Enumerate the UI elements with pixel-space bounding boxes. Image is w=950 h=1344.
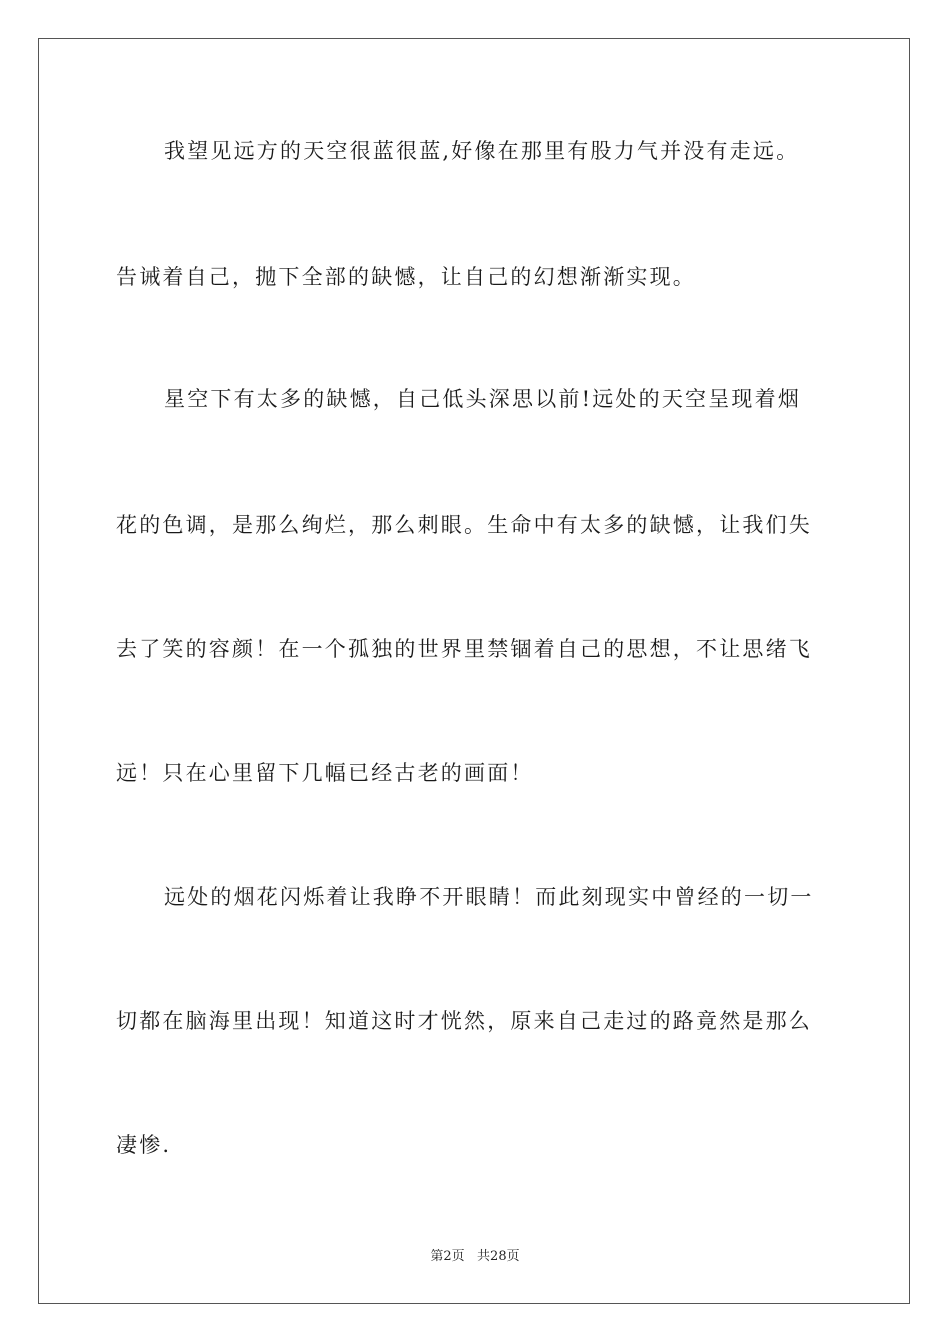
page-number: 第2页 共28页: [430, 1249, 520, 1264]
paragraph-line: 星空下有太多的缺憾，自己低头深思以前!远处的天空呈现着烟: [164, 387, 802, 411]
paragraph-line: 远！只在心里留下几幅已经古老的画面！: [116, 761, 534, 785]
paragraph-line: 切都在脑海里出现！知道这时才恍然，原来自己走过的路竟然是那么: [116, 1009, 812, 1033]
paragraph-line: 花的色调，是那么绚烂，那么刺眼。生命中有太多的缺憾，让我们失: [116, 513, 812, 537]
paragraph-line: 凄惨.: [116, 1133, 172, 1157]
paragraph-line: 我望见远方的天空很蓝很蓝,好像在那里有股力气并没有走远。: [164, 139, 800, 163]
page-border: [38, 38, 910, 1304]
paragraph-line: 远处的烟花闪烁着让我睁不开眼睛！而此刻现实中曾经的一切一: [164, 885, 814, 909]
paragraph-line: 去了笑的容颜！在一个孤独的世界里禁锢着自己的思想，不让思绪飞: [116, 637, 812, 661]
paragraph-line: 告诫着自己，抛下全部的缺憾，让自己的幻想渐渐实现。: [116, 265, 696, 289]
